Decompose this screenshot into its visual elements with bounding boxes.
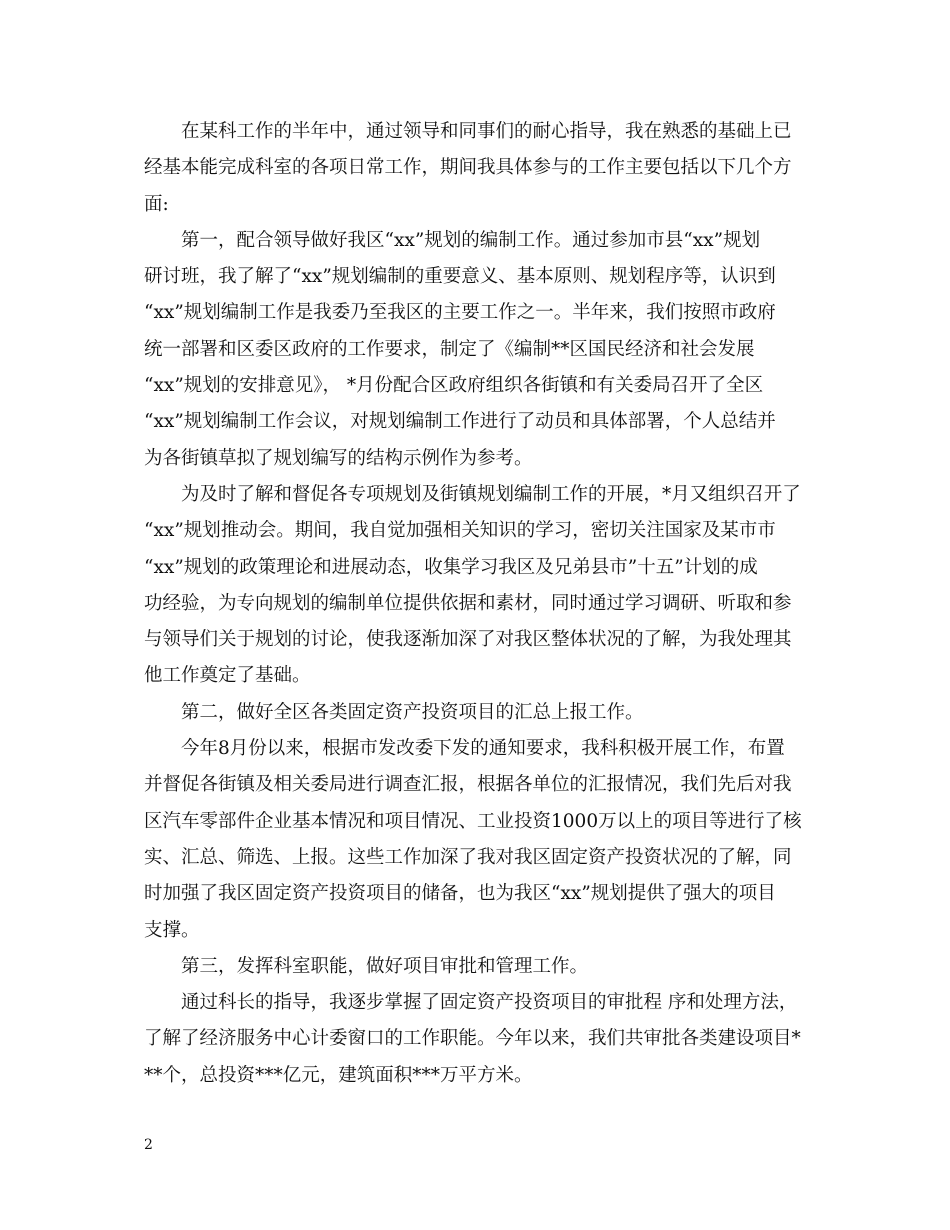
text-line: 研讨班，我了解了“xx”规划编制的重要意义、基本原则、规划程序等，认识到 bbox=[144, 266, 776, 288]
text-line: 实、汇总、筛选、上报。这些工作加深了我对我区固定资产投资状况的了解，同 bbox=[144, 846, 792, 868]
text-line: “xx”规划推动会。期间，我自觉加强相关知识的学习，密切关注国家及某市市 bbox=[144, 520, 776, 542]
text-line: 了解了经济服务中心计委窗口的工作职能。今年以来，我们共审批各类建设项目* bbox=[144, 1028, 801, 1050]
text-line: “xx”规划的安排意见》， *月份配合区政府组织各街镇和有关委局召开了全区 bbox=[144, 375, 764, 397]
text-line: 区汽车零部件企业基本情况和项目情况、工业投资1000万以上的项目等进行了核 bbox=[144, 810, 802, 832]
text-line: 并督促各街镇及相关委局进行调查汇报，根据各单位的汇报情况，我们先后对我 bbox=[144, 774, 792, 796]
text-line: 为各街镇草拟了规划编写的结构示例作为参考。 bbox=[144, 447, 533, 469]
text-line: 功经验，为专向规划的编制单位提供依据和素材，同时通过学习调研、听取和参 bbox=[144, 592, 792, 614]
text-line: 统一部署和区委区政府的工作要求，制定了《编制**区国民经济和社会发展 bbox=[144, 338, 755, 360]
text-line: **个，总投资***亿元，建筑面积***万平方米。 bbox=[144, 1064, 533, 1086]
text-line: 他工作奠定了基础。 bbox=[144, 665, 311, 687]
text-line: “xx”规划编制工作会议，对规划编制工作进行了动员和具体部署，个人总结并 bbox=[144, 411, 776, 433]
text-line: 第二，做好全区各类固定资产投资项目的汇总上报工作。 bbox=[181, 701, 644, 723]
text-line: 在某科工作的半年中，通过领导和同事们的耐心指导，我在熟悉的基础上已 bbox=[181, 121, 792, 142]
text-line: 与领导们关于规划的讨论，使我逐渐加深了对我区整体状况的了解，为我处理其 bbox=[144, 629, 792, 651]
text-line: 第一，配合领导做好我区“xx”规划的编制工作。通过参加市县“xx”规划 bbox=[181, 229, 761, 251]
text-line: 支撑。 bbox=[144, 919, 200, 941]
text-line: 今年8月份以来，根据市发改委下发的通知要求，我科积极开展工作，布置 bbox=[181, 738, 785, 760]
text-line: 时加强了我区固定资产投资项目的储备，也为我区“xx”规划提供了强大的项目 bbox=[144, 883, 776, 905]
page-number: 2 bbox=[144, 1137, 153, 1153]
text-line: 面: bbox=[144, 193, 169, 215]
text-line: 为及时了解和督促各专项规划及街镇规划编制工作的开展，*月又组织召开了 bbox=[181, 483, 801, 505]
text-line: 通过科长的指导，我逐步掌握了固定资产投资项目的审批程 序和处理方法， bbox=[181, 992, 798, 1014]
text-line: 经基本能完成科室的各项日常工作，期间我具体参与的工作主要包括以下几个方 bbox=[144, 157, 792, 179]
text-line: “xx”规划的政策理论和进展动态，收集学习我区及兄弟县市”十五”计划的成 bbox=[144, 556, 758, 578]
text-line: 第三，发挥科室职能，做好项目审批和管理工作。 bbox=[181, 955, 589, 977]
document-body bbox=[144, 114, 809, 1094]
text-line: “xx”规划编制工作是我委乃至我区的主要工作之一。半年来，我们按照市政府 bbox=[144, 302, 776, 324]
